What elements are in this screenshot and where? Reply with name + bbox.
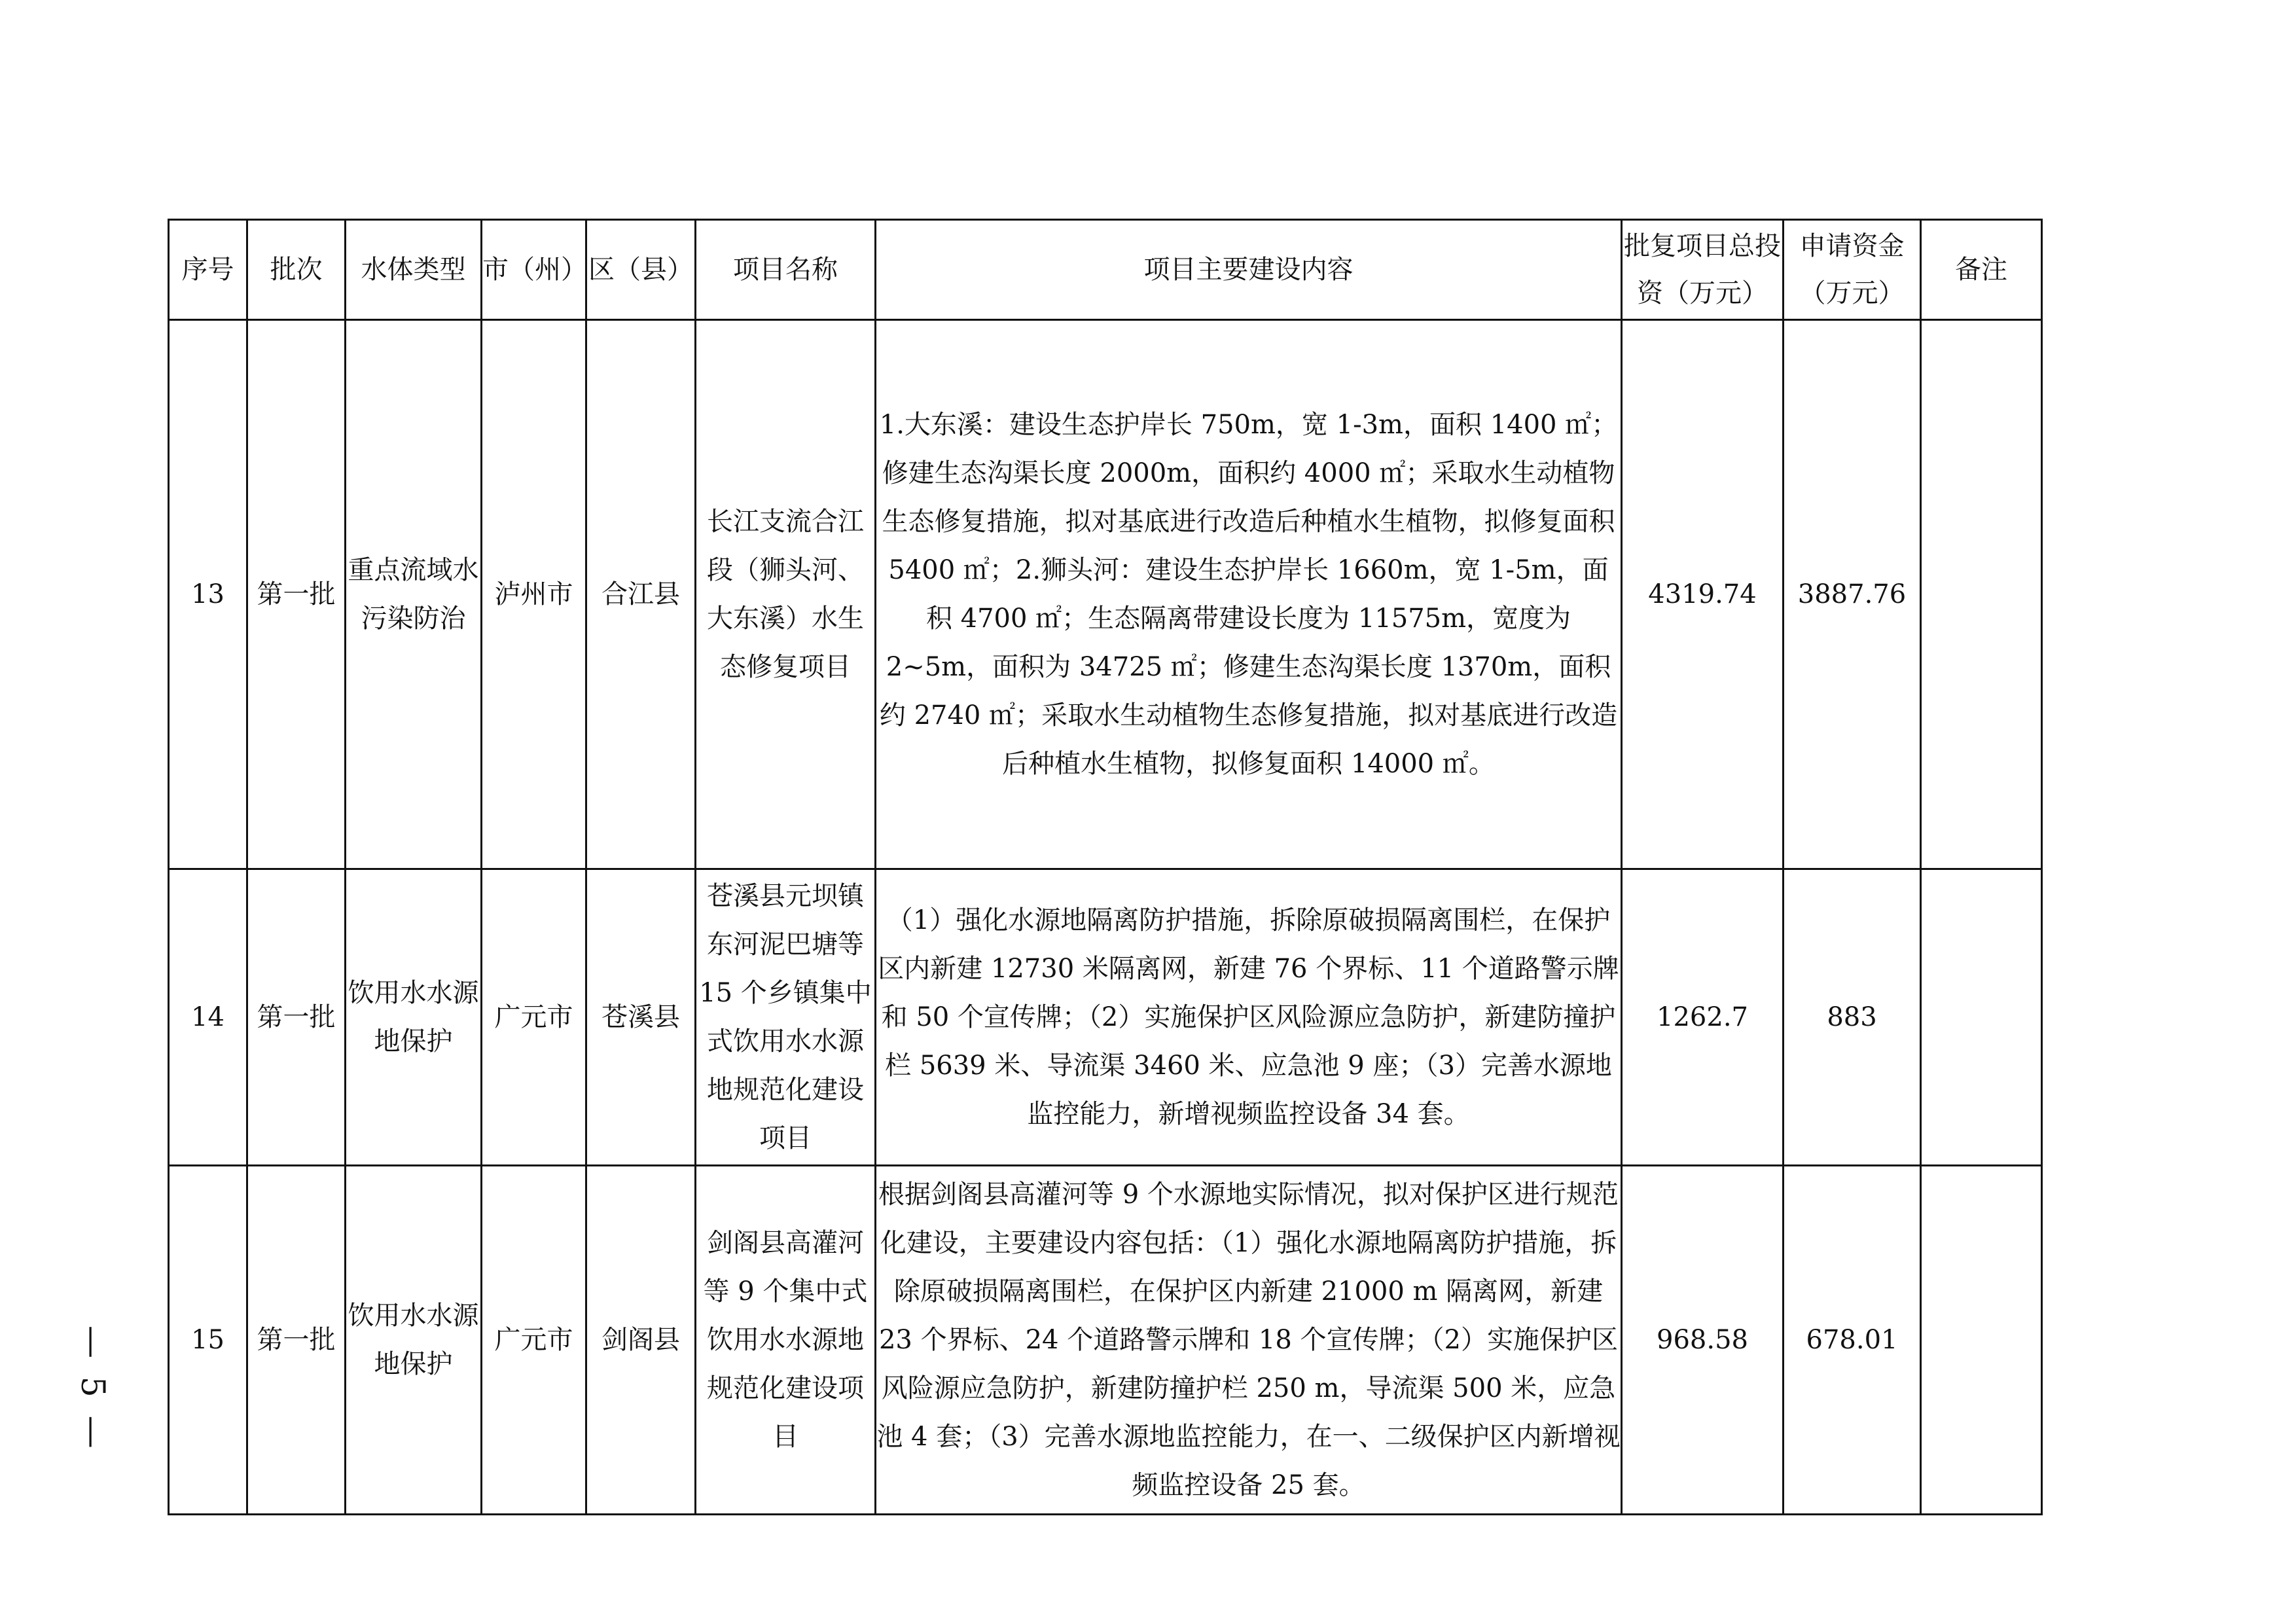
cell-seq: 15 [169, 1166, 247, 1515]
header-water-type: 水体类型 [346, 220, 482, 320]
header-content: 项目主要建设内容 [876, 220, 1622, 320]
table-row [169, 320, 2042, 869]
cell-seq: 14 [169, 869, 247, 1166]
cell-requested-funds: 678.01 [1784, 1166, 1921, 1515]
cell-city: 广元市 [482, 869, 586, 1166]
header-county: 区（县） [586, 220, 696, 320]
table-row [169, 1166, 2042, 1515]
header-remarks: 备注 [1921, 220, 2042, 320]
cell-project-name: 苍溪县元坝镇东河泥巴塘等 15 个乡镇集中式饮用水水源地规范化建设项目 [696, 869, 876, 1166]
header-total-investment: 批复项目总投资（万元） [1622, 220, 1784, 320]
cell-batch: 第一批 [247, 1166, 346, 1515]
cell-requested-funds: 883 [1784, 869, 1921, 1166]
cell-project-name: 剑阁县高灌河等 9 个集中式饮用水水源地规范化建设项目 [696, 1166, 876, 1515]
header-requested-funds: 申请资金（万元） [1784, 220, 1921, 320]
cell-county: 剑阁县 [586, 1166, 696, 1515]
cell-water-type: 饮用水水源地保护 [346, 869, 482, 1166]
cell-content: 1.大东溪：建设生态护岸长 750m，宽 1-3m，面积 1400 ㎡；修建生态沟渠长度 2000m，面积约 4000 ㎡；采取水生动植物生态修复措施，拟对基底进行改造后种植水生植物，拟修复面积 5400 ㎡；2.狮头河：建设生态护岸长 1660m，宽 1-5m，面积 4700 ㎡；生态隔离带建设长度为 11575m，宽度为 2~5m，面积为 34725 ㎡；修建生态沟渠长度 1370m，面积约 2740 ㎡；采取水生动植物生态修复措施，拟对基底进行改造后种植水生植物，拟修复面积 14000 ㎡。 [876, 320, 1622, 869]
cell-requested-funds: 3887.76 [1784, 320, 1921, 869]
cell-total-investment: 4319.74 [1622, 320, 1784, 869]
cell-water-type: 饮用水水源地保护 [346, 1166, 482, 1515]
cell-total-investment: 1262.7 [1622, 869, 1784, 1166]
header-city: 市（州） [482, 220, 586, 320]
header-batch: 批次 [247, 220, 346, 320]
table-row [169, 869, 2042, 1166]
cell-county: 合江县 [586, 320, 696, 869]
cell-content: 根据剑阁县高灌河等 9 个水源地实际情况，拟对保护区进行规范化建设，主要建设内容包括：（1）强化水源地隔离防护措施，拆除原破损隔离围栏，在保护区内新建 21000 m 隔离网，新建 23 个界标、24 个道路警示牌和 18 个宣传牌；（2）实施保护区风险源应急防护，新建防撞护栏 250 m，导流渠 500 米，应急池 4 套；（3）完善水源地监控能力，在一、二级保护区内新增视频监控设备 25 套。 [876, 1166, 1622, 1515]
header-project-name: 项目名称 [696, 220, 876, 320]
cell-project-name: 长江支流合江段（狮头河、大东溪）水生态修复项目 [696, 320, 876, 869]
header-seq: 序号 [169, 220, 247, 320]
cell-batch: 第一批 [247, 869, 346, 1166]
cell-water-type: 重点流域水污染防治 [346, 320, 482, 869]
cell-remarks [1921, 1166, 2042, 1515]
cell-city: 泸州市 [482, 320, 586, 869]
projects-table [168, 219, 2043, 1515]
cell-batch: 第一批 [247, 320, 346, 869]
page-number: — 5 — [74, 1326, 112, 1453]
cell-content: （1）强化水源地隔离防护措施，拆除原破损隔离围栏，在保护区内新建 12730 米隔离网，新建 76 个界标、11 个道路警示牌和 50 个宣传牌；（2）实施保护区风险源应急防护，新建防撞护栏 5639 米、导流渠 3460 米、应急池 9 座；（3）完善水源地监控能力，新增视频监控设备 34 套。 [876, 869, 1622, 1166]
cell-remarks [1921, 320, 2042, 869]
cell-county: 苍溪县 [586, 869, 696, 1166]
table-header-row [169, 220, 2042, 320]
cell-seq: 13 [169, 320, 247, 869]
cell-total-investment: 968.58 [1622, 1166, 1784, 1515]
cell-remarks [1921, 869, 2042, 1166]
cell-city: 广元市 [482, 1166, 586, 1515]
